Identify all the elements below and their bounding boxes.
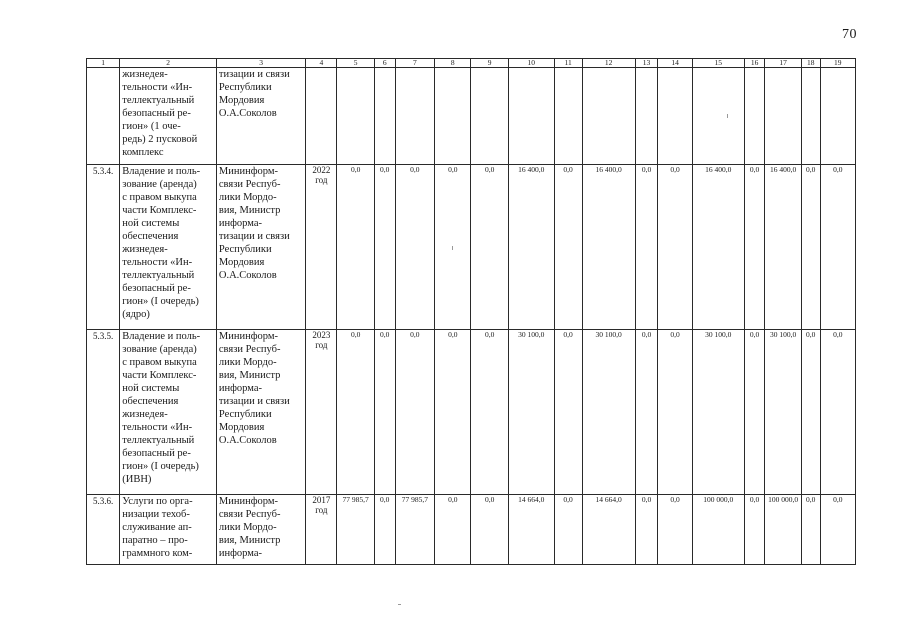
row-number: 5.3.4. (87, 165, 120, 330)
value-cell (658, 68, 692, 165)
value-cell: 16 400,0 (692, 165, 744, 330)
value-cell (435, 68, 471, 165)
value-cell: 77 985,7 (395, 495, 434, 565)
column-header: 11 (554, 59, 582, 68)
column-header: 8 (435, 59, 471, 68)
event-name: Владение и поль- зование (аренда) с правом выкупа части Комплекс- ной системы обеспечения жизнедея- тельности «Ин- теллектуальный безопасный ре- гион» (I очередь) (ядро) (120, 165, 217, 330)
value-cell: 0,0 (801, 330, 820, 495)
value-cell (820, 68, 855, 165)
column-header: 9 (471, 59, 508, 68)
value-cell: 14 664,0 (582, 495, 635, 565)
value-cell: 0,0 (635, 165, 658, 330)
value-cell: 30 100,0 (582, 330, 635, 495)
value-cell: 0,0 (744, 495, 765, 565)
value-cell: 16 400,0 (582, 165, 635, 330)
value-cell: 0,0 (635, 495, 658, 565)
value-cell: 0,0 (471, 165, 508, 330)
value-cell (635, 68, 658, 165)
value-cell: 0,0 (820, 165, 855, 330)
value-cell (337, 68, 374, 165)
column-header: 4 (306, 59, 337, 68)
year: 2022 год (306, 165, 337, 330)
value-cell: 0,0 (435, 495, 471, 565)
value-cell: 0,0 (374, 330, 395, 495)
value-cell: 0,0 (744, 330, 765, 495)
page-number: 70 (842, 27, 857, 42)
value-cell: 100 000,0 (765, 495, 801, 565)
value-cell: 0,0 (744, 165, 765, 330)
value-cell: 100 000,0 (692, 495, 744, 565)
column-header: 12 (582, 59, 635, 68)
value-cell: 16 400,0 (765, 165, 801, 330)
value-cell (374, 68, 395, 165)
column-header: 3 (216, 59, 305, 68)
value-cell: 0,0 (635, 330, 658, 495)
column-header: 10 (508, 59, 554, 68)
value-cell: 77 985,7 (337, 495, 374, 565)
value-cell: 0,0 (554, 495, 582, 565)
row-number: 5.3.6. (87, 495, 120, 565)
column-header: 13 (635, 59, 658, 68)
event-name: Услуги по орга- низации техоб- служивание ап- паратно – про- граммного ком- (120, 495, 217, 565)
value-cell: 14 664,0 (508, 495, 554, 565)
column-header: 2 (120, 59, 217, 68)
value-cell: 0,0 (435, 165, 471, 330)
value-cell: 0,0 (374, 165, 395, 330)
value-cell: 0,0 (801, 165, 820, 330)
value-cell: 0,0 (658, 495, 692, 565)
column-header: 18 (801, 59, 820, 68)
event-name: жизнедея- тельности «Ин- теллектуальный безопасный ре- гион» (1 оче- редь) 2 пусковой комплекс (120, 68, 217, 165)
executor: Мининформ- связи Респуб- лики Мордо- вия, Министр информа- (216, 495, 305, 565)
value-cell (692, 68, 744, 165)
column-header: 19 (820, 59, 855, 68)
table-row (87, 495, 856, 565)
row-number: 5.3.5. (87, 330, 120, 495)
executor: тизации и связи Республики Мордовия О.А.Соколов (216, 68, 305, 165)
table-row (87, 165, 856, 330)
value-cell: 16 400,0 (508, 165, 554, 330)
value-cell: 0,0 (820, 495, 855, 565)
value-cell: 0,0 (658, 165, 692, 330)
column-header: 14 (658, 59, 692, 68)
value-cell: 0,0 (337, 165, 374, 330)
table-row (87, 330, 856, 495)
header-row (87, 59, 856, 68)
value-cell (801, 68, 820, 165)
value-cell (582, 68, 635, 165)
column-header: 6 (374, 59, 395, 68)
value-cell: 30 100,0 (692, 330, 744, 495)
executor: Мининформ- связи Респуб- лики Мордо- вия, Министр информа- тизации и связи Республики Мордовия О.А.Соколов (216, 330, 305, 495)
budget-table (86, 58, 856, 565)
value-cell: 0,0 (471, 330, 508, 495)
column-header: 5 (337, 59, 374, 68)
value-cell: 0,0 (374, 495, 395, 565)
table-row (87, 68, 856, 165)
value-cell: 0,0 (658, 330, 692, 495)
value-cell: 0,0 (801, 495, 820, 565)
value-cell: 0,0 (395, 165, 434, 330)
value-cell: 30 100,0 (765, 330, 801, 495)
value-cell: 0,0 (435, 330, 471, 495)
value-cell (508, 68, 554, 165)
value-cell (744, 68, 765, 165)
year (306, 68, 337, 165)
executor: Мининформ- связи Респуб- лики Мордо- вия, Министр информа- тизации и связи Республики Мордовия О.А.Соколов (216, 165, 305, 330)
value-cell: 0,0 (554, 330, 582, 495)
value-cell (554, 68, 582, 165)
value-cell: 0,0 (395, 330, 434, 495)
value-cell: 0,0 (337, 330, 374, 495)
column-header: 17 (765, 59, 801, 68)
value-cell (471, 68, 508, 165)
event-name: Владение и поль- зование (аренда) с правом выкупа части Комплекс- ной системы обеспечения жизнедея- тельности «Ин- теллектуальный безопасный ре- гион» (I очередь) (ИВН) (120, 330, 217, 495)
value-cell: 0,0 (820, 330, 855, 495)
column-header: 15 (692, 59, 744, 68)
year: 2023 год (306, 330, 337, 495)
value-cell: 0,0 (554, 165, 582, 330)
value-cell: 30 100,0 (508, 330, 554, 495)
value-cell (765, 68, 801, 165)
column-header: 16 (744, 59, 765, 68)
column-header: 1 (87, 59, 120, 68)
value-cell: 0,0 (471, 495, 508, 565)
year: 2017 год (306, 495, 337, 565)
value-cell (395, 68, 434, 165)
row-number (87, 68, 120, 165)
column-header: 7 (395, 59, 434, 68)
